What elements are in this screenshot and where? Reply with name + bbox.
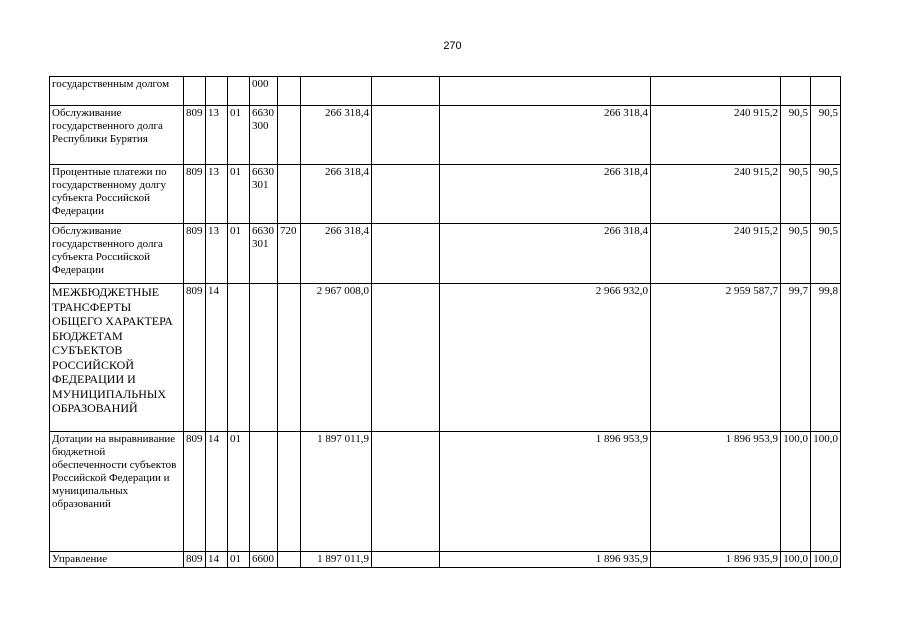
planned-amount: 1 896 935,9 <box>440 552 651 568</box>
executed-amount: 1 896 935,9 <box>651 552 781 568</box>
table-row <box>50 432 841 552</box>
target-article-code: 6600 <box>250 552 278 568</box>
subsection-code: 01 <box>228 224 250 284</box>
approved-amount: 266 318,4 <box>301 165 372 224</box>
page-number: 270 <box>443 40 462 52</box>
subsection-code: 01 <box>228 106 250 165</box>
expense-type-code: 720 <box>278 224 301 284</box>
row-name: МЕЖБЮДЖЕТНЫЕ ТРАНСФЕРТЫ ОБЩЕГО ХАРАКТЕРА БЮДЖЕТАМ СУБЪЕКТОВ РОССИЙСКОЙ ФЕДЕРАЦИИ И МУНИЦИПАЛЬНЫХ ОБРАЗОВАНИЙ <box>50 284 184 432</box>
section-code: 14 <box>206 552 228 568</box>
ministry-code: 809 <box>184 432 206 552</box>
section-code: 14 <box>206 284 228 432</box>
row-name: Обслуживание государственного долга Республики Бурятия <box>50 106 184 165</box>
executed-amount <box>651 77 781 106</box>
empty-cell <box>372 432 440 552</box>
percent-of-planned: 100,0 <box>811 552 841 568</box>
planned-amount: 266 318,4 <box>440 224 651 284</box>
target-article-code: 6630 300 <box>250 106 278 165</box>
percent-of-approved: 90,5 <box>781 224 811 284</box>
row-name: государственным долгом <box>50 77 184 106</box>
ministry-code: 809 <box>184 106 206 165</box>
empty-cell <box>372 224 440 284</box>
expense-type-code <box>278 106 301 165</box>
percent-of-approved: 100,0 <box>781 432 811 552</box>
subsection-code: 01 <box>228 165 250 224</box>
percent-of-planned: 100,0 <box>811 432 841 552</box>
target-article-code <box>250 432 278 552</box>
table-row <box>50 224 841 284</box>
percent-of-approved: 100,0 <box>781 552 811 568</box>
subsection-code: 01 <box>228 432 250 552</box>
empty-cell <box>372 165 440 224</box>
executed-amount: 240 915,2 <box>651 224 781 284</box>
target-article-code: 6630 301 <box>250 165 278 224</box>
executed-amount: 240 915,2 <box>651 165 781 224</box>
expense-type-code <box>278 284 301 432</box>
percent-of-planned <box>811 77 841 106</box>
percent-of-planned: 90,5 <box>811 165 841 224</box>
executed-amount: 1 896 953,9 <box>651 432 781 552</box>
budget-table <box>49 76 841 568</box>
percent-of-approved: 90,5 <box>781 106 811 165</box>
percent-of-approved: 99,7 <box>781 284 811 432</box>
table-row <box>50 77 841 106</box>
row-name: Управление <box>50 552 184 568</box>
executed-amount: 240 915,2 <box>651 106 781 165</box>
subsection-code <box>228 284 250 432</box>
section-code: 13 <box>206 165 228 224</box>
section-code: 13 <box>206 224 228 284</box>
planned-amount <box>440 77 651 106</box>
expense-type-code <box>278 432 301 552</box>
expense-type-code <box>278 77 301 106</box>
approved-amount <box>301 77 372 106</box>
planned-amount: 2 966 932,0 <box>440 284 651 432</box>
empty-cell <box>372 106 440 165</box>
ministry-code: 809 <box>184 165 206 224</box>
approved-amount: 266 318,4 <box>301 224 372 284</box>
row-name: Обслуживание государственного долга субъекта Российской Федерации <box>50 224 184 284</box>
percent-of-planned: 99,8 <box>811 284 841 432</box>
percent-of-approved: 90,5 <box>781 165 811 224</box>
ministry-code: 809 <box>184 284 206 432</box>
section-code: 14 <box>206 432 228 552</box>
table-row <box>50 106 841 165</box>
ministry-code: 809 <box>184 552 206 568</box>
executed-amount: 2 959 587,7 <box>651 284 781 432</box>
empty-cell <box>372 284 440 432</box>
table-row <box>50 165 841 224</box>
approved-amount: 1 897 011,9 <box>301 552 372 568</box>
planned-amount: 1 896 953,9 <box>440 432 651 552</box>
percent-of-planned: 90,5 <box>811 106 841 165</box>
planned-amount: 266 318,4 <box>440 165 651 224</box>
target-article-code: 6630 301 <box>250 224 278 284</box>
approved-amount: 2 967 008,0 <box>301 284 372 432</box>
row-name: Дотации на выравнивание бюджетной обеспеченности субъектов Российской Федерации и муниципальных образований <box>50 432 184 552</box>
approved-amount: 266 318,4 <box>301 106 372 165</box>
percent-of-approved <box>781 77 811 106</box>
approved-amount: 1 897 011,9 <box>301 432 372 552</box>
target-article-code: 000 <box>250 77 278 106</box>
subsection-code <box>228 77 250 106</box>
row-name: Процентные платежи по государственному долгу субъекта Российской Федерации <box>50 165 184 224</box>
section-code: 13 <box>206 106 228 165</box>
percent-of-planned: 90,5 <box>811 224 841 284</box>
expense-type-code <box>278 552 301 568</box>
table-row <box>50 284 841 432</box>
empty-cell <box>372 552 440 568</box>
empty-cell <box>372 77 440 106</box>
planned-amount: 266 318,4 <box>440 106 651 165</box>
ministry-code <box>184 77 206 106</box>
table-row <box>50 552 841 568</box>
section-code <box>206 77 228 106</box>
expense-type-code <box>278 165 301 224</box>
subsection-code: 01 <box>228 552 250 568</box>
ministry-code: 809 <box>184 224 206 284</box>
target-article-code <box>250 284 278 432</box>
